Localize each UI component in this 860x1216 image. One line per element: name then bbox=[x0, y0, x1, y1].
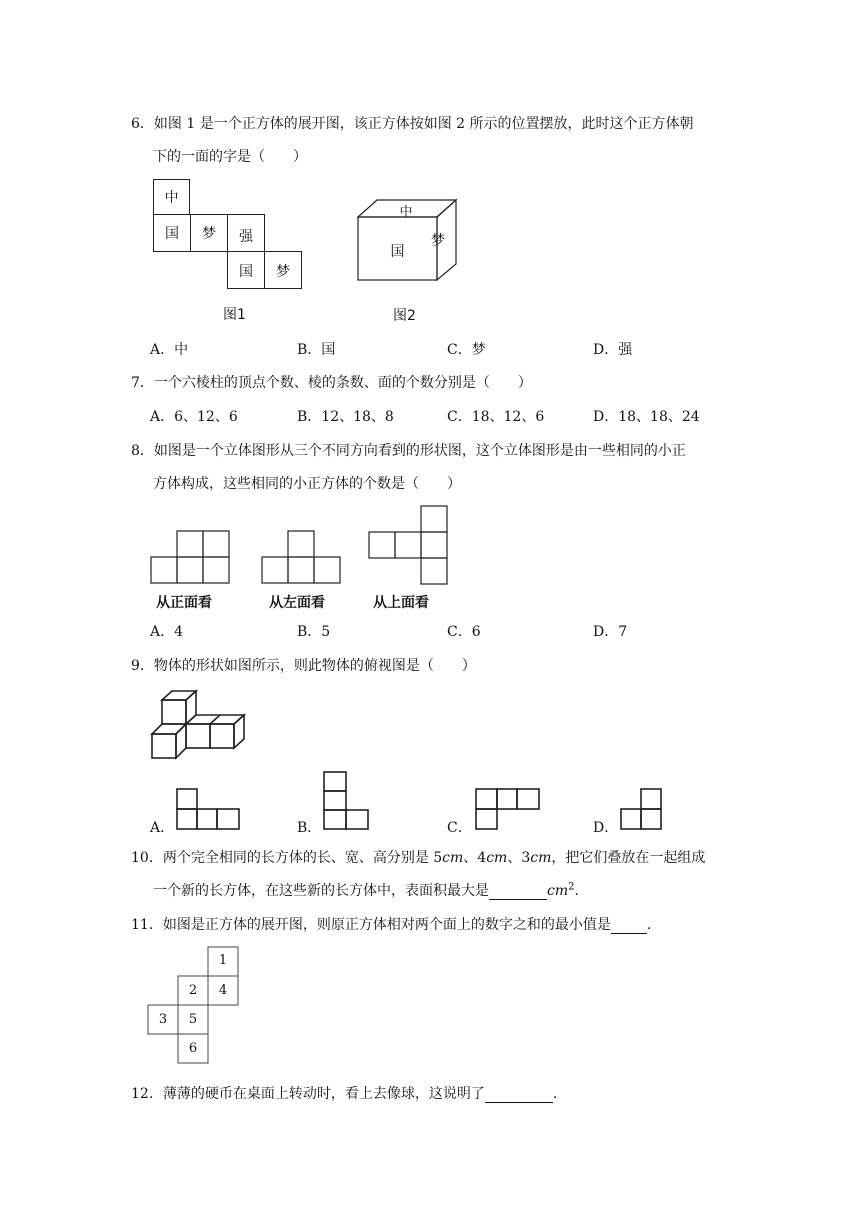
net-label: 中 bbox=[164, 190, 179, 206]
q9-option-d[interactable]: D． bbox=[593, 820, 619, 836]
q12-text: 12．薄薄的硬币在桌面上转动时，看上去像球，这说明了 bbox=[131, 1086, 485, 1102]
net-label: 强 bbox=[239, 229, 253, 245]
q10-unit-1: cm bbox=[442, 850, 464, 866]
cube-front-label: 国 bbox=[390, 244, 405, 260]
q11-text: 11．如图是正方体的展开图，则原正方体相对两个面上的数字之和的最小值是 bbox=[131, 917, 611, 933]
q9-option-b-figure[interactable] bbox=[322, 771, 372, 831]
q6-stem-line2: 下的一面的字是（ ） bbox=[153, 149, 307, 165]
net-label: 国 bbox=[165, 226, 179, 242]
q9-stem: 9．物体的形状如图所示，则此物体的俯视图是（ ） bbox=[131, 658, 476, 674]
q9-option-a[interactable]: A． bbox=[150, 820, 175, 836]
q10-period: . bbox=[574, 883, 579, 899]
q11-answer-blank[interactable] bbox=[611, 919, 647, 934]
cube-side-label: 梦 bbox=[431, 233, 445, 249]
q12-stem bbox=[131, 1083, 557, 1103]
q10-sep-1: 、4 bbox=[463, 850, 487, 866]
net-label: 国 bbox=[239, 264, 253, 280]
q8-option-c[interactable]: C．6 bbox=[447, 624, 481, 640]
q8-caption-left: 从左面看 bbox=[269, 595, 325, 611]
q10-text-c: 一个新的长方体，在这些新的长方体中，表面积最大是 bbox=[153, 883, 489, 899]
q11-net-number: 4 bbox=[218, 983, 228, 998]
q11-net-number: 1 bbox=[218, 953, 228, 968]
q7-option-b[interactable]: B．12、18、8 bbox=[297, 409, 394, 425]
q11-net-number: 3 bbox=[158, 1012, 168, 1027]
q10-unit-2: cm bbox=[486, 850, 508, 866]
net-label: 梦 bbox=[202, 226, 216, 242]
q11-net-number: 2 bbox=[188, 983, 198, 998]
q12-period: . bbox=[552, 1086, 558, 1102]
q6-figure1-caption: 图1 bbox=[223, 307, 246, 323]
q8-stem-line1: 8．如图是一个立体图形从三个不同方向看到的形状图，这个立体图形是由一些相同的小正 bbox=[131, 443, 686, 459]
q8-option-d[interactable]: D．7 bbox=[593, 624, 628, 640]
q9-option-c-figure[interactable] bbox=[475, 788, 541, 830]
q7-option-a[interactable]: A．6、12、6 bbox=[150, 409, 238, 425]
q8-top-view bbox=[368, 505, 450, 587]
q10-unit-exponent: 2 bbox=[568, 881, 575, 893]
q10-text-b: ，把它们叠放在一起组成 bbox=[551, 850, 706, 866]
q9-option-d-figure[interactable] bbox=[619, 788, 665, 830]
q10-unit-3: cm bbox=[530, 850, 552, 866]
q8-option-b[interactable]: B．5 bbox=[297, 624, 331, 640]
q8-left-view bbox=[261, 530, 343, 586]
q7-option-d[interactable]: D．18、18、24 bbox=[593, 409, 700, 425]
q10-answer-unit: cm bbox=[547, 883, 569, 899]
q11-net-number: 6 bbox=[188, 1041, 198, 1056]
q6-option-a[interactable]: A．中 bbox=[150, 342, 189, 358]
q9-option-c[interactable]: C． bbox=[447, 820, 472, 836]
q6-figure2-caption: 图2 bbox=[393, 308, 416, 324]
q6-option-b[interactable]: B．国 bbox=[297, 342, 336, 358]
q8-stem-line2: 方体构成，这些相同的小正方体的个数是（ ） bbox=[153, 476, 461, 492]
q11-period: . bbox=[646, 917, 652, 933]
q6-option-c[interactable]: C．梦 bbox=[447, 342, 486, 358]
q7-stem: 7．一个六棱柱的顶点个数、棱的条数、面的个数分别是（ ） bbox=[131, 375, 532, 391]
q10-answer-blank[interactable] bbox=[489, 885, 547, 900]
q8-option-a[interactable]: A．4 bbox=[150, 624, 184, 640]
q6-option-d[interactable]: D．强 bbox=[593, 342, 633, 358]
q8-front-view bbox=[150, 530, 232, 586]
q10-stem-line2 bbox=[153, 880, 579, 900]
cube-top-label: 中 bbox=[399, 205, 413, 220]
net-label: 梦 bbox=[276, 264, 290, 280]
q11-stem bbox=[131, 914, 651, 934]
q7-option-c[interactable]: C．18、12、6 bbox=[447, 409, 545, 425]
q10-stem-line1 bbox=[131, 847, 705, 867]
q8-caption-top: 从上面看 bbox=[373, 595, 429, 611]
q11-net-number: 5 bbox=[188, 1012, 198, 1027]
q10-sep-2: 、3 bbox=[507, 850, 531, 866]
q10-text-a: 10．两个完全相同的长方体的长、宽、高分别是 5 bbox=[131, 850, 443, 866]
q6-stem-line1: 6．如图 1 是一个正方体的展开图，该正方体按如图 2 所示的位置摆放，此时这个正方体朝 bbox=[131, 116, 694, 132]
q12-answer-blank[interactable] bbox=[485, 1088, 553, 1103]
q9-solid-figure bbox=[150, 688, 250, 760]
q9-option-a-figure[interactable] bbox=[176, 788, 242, 830]
q9-option-b[interactable]: B． bbox=[297, 820, 322, 836]
q8-caption-front: 从正面看 bbox=[156, 595, 212, 611]
